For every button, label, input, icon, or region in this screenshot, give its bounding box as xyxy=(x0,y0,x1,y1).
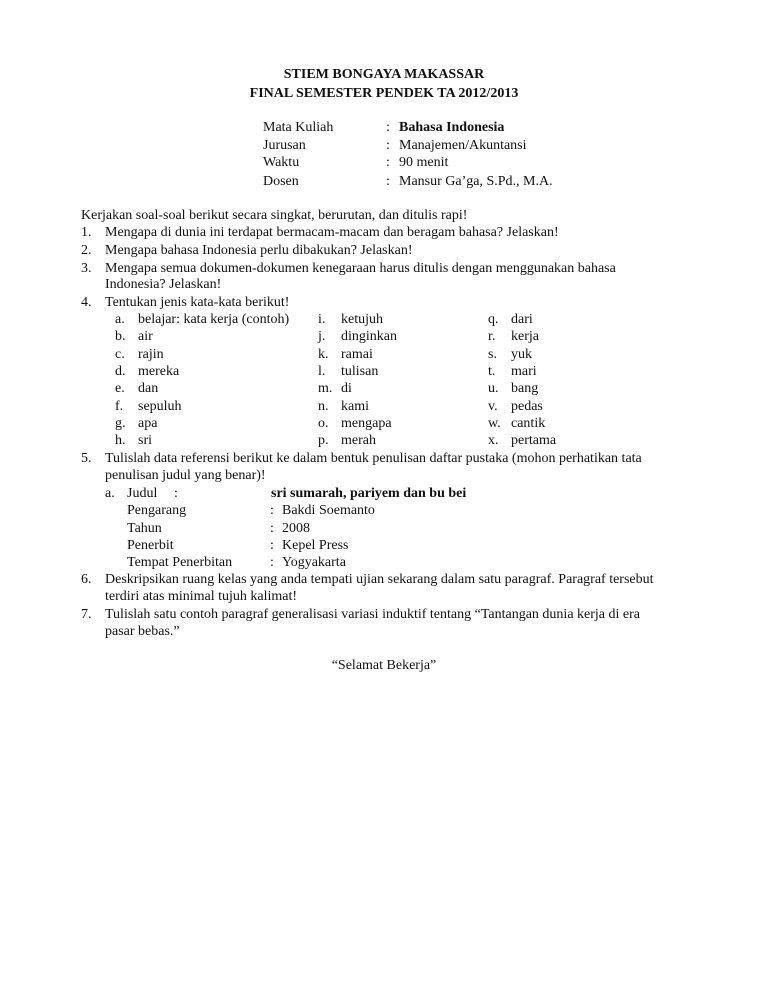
info-label: Dosen xyxy=(263,174,299,189)
closing-message: “Selamat Bekerja” xyxy=(331,658,437,673)
question-2: Mengapa bahasa Indonesia perlu dibakukan? Jelaskan! xyxy=(105,243,413,258)
item-word: yuk xyxy=(511,347,532,362)
item-letter: v. xyxy=(488,399,498,414)
ref-value: Bakdi Soemanto xyxy=(282,503,375,518)
ref-sep: : xyxy=(270,555,274,570)
item-word: sri xyxy=(138,433,152,448)
question-1: Mengapa di dunia ini terdapat bermacam-macam dan beragam bahasa? Jelaskan! xyxy=(105,225,559,240)
question-number: 5. xyxy=(81,451,92,466)
item-word: dan xyxy=(138,381,159,396)
info-sep: : xyxy=(386,120,390,135)
item-letter: a. xyxy=(115,312,125,327)
item-letter: j. xyxy=(318,329,326,344)
question-number: 2. xyxy=(81,243,92,258)
question-7-cont: pasar bebas.” xyxy=(105,624,180,639)
header-exam-title: FINAL SEMESTER PENDEK TA 2012/2013 xyxy=(249,86,519,101)
question-4: Tentukan jenis kata-kata berikut! xyxy=(105,295,290,310)
question-number: 7. xyxy=(81,607,92,622)
item-word: ramai xyxy=(341,347,373,362)
question-number: 3. xyxy=(81,261,92,276)
ref-sep: : xyxy=(174,486,178,501)
ref-label-title: Judul xyxy=(127,486,158,501)
question-6-cont: terdiri atas minimal tujuh kalimat! xyxy=(105,589,298,604)
item-word: sepuluh xyxy=(138,399,182,414)
item-word: cantik xyxy=(511,416,546,431)
question-7: Tulislah satu contoh paragraf generalisasi variasi induktif tentang “Tantangan dunia kerja di era xyxy=(105,607,640,622)
info-sep: : xyxy=(386,155,390,170)
item-word: pertama xyxy=(511,433,557,448)
item-letter: f. xyxy=(115,399,124,414)
info-label: Mata Kuliah xyxy=(263,120,334,135)
item-word: pedas xyxy=(511,399,543,414)
item-letter: c. xyxy=(115,347,125,362)
ref-label: Tahun xyxy=(127,521,162,536)
item-letter: i. xyxy=(318,312,326,327)
question-3-cont: Indonesia? Jelaskan! xyxy=(105,277,222,292)
item-letter: q. xyxy=(488,312,499,327)
question-number: 6. xyxy=(81,572,92,587)
item-letter: l. xyxy=(318,364,326,379)
ref-value: Kepel Press xyxy=(282,538,349,553)
ref-sep: : xyxy=(270,538,274,553)
ref-label: Pengarang xyxy=(127,503,187,518)
item-word: bang xyxy=(511,381,539,396)
ref-value: Yogyakarta xyxy=(282,555,346,570)
item-letter: e. xyxy=(115,381,125,396)
item-word: mengapa xyxy=(341,416,392,431)
item-word: dinginkan xyxy=(341,329,397,344)
item-word: apa xyxy=(138,416,158,431)
item-word: di xyxy=(341,381,352,396)
item-word: ketujuh xyxy=(341,312,383,327)
item-word: rajin xyxy=(138,347,164,362)
item-letter: o. xyxy=(318,416,329,431)
item-letter: b. xyxy=(115,329,126,344)
question-6: Deskripsikan ruang kelas yang anda tempati ujian sekarang dalam satu paragraf. Paragraf tersebut xyxy=(105,572,654,587)
item-word: kerja xyxy=(511,329,539,344)
ref-value-title: sri sumarah, pariyem dan bu bei xyxy=(271,486,467,501)
item-letter: m. xyxy=(318,381,333,396)
item-word: mari xyxy=(511,364,537,379)
item-letter: t. xyxy=(488,364,496,379)
item-word: tulisan xyxy=(341,364,379,379)
item-letter: n. xyxy=(318,399,329,414)
info-value-lecturer: Mansur Ga’ga, S.Pd., M.A. xyxy=(399,174,553,189)
ref-label: Tempat Penerbitan xyxy=(127,555,233,570)
info-value-major: Manajemen/Akuntansi xyxy=(399,138,527,153)
item-letter: u. xyxy=(488,381,499,396)
item-letter: k. xyxy=(318,347,329,362)
info-value-time: 90 menit xyxy=(399,155,449,170)
item-letter: w. xyxy=(488,416,501,431)
item-letter: x. xyxy=(488,433,499,448)
info-sep: : xyxy=(386,138,390,153)
item-word: belajar: kata kerja (contoh) xyxy=(138,312,290,327)
instruction: Kerjakan soal-soal berikut secara singkat, berurutan, dan ditulis rapi! xyxy=(81,208,468,223)
sub-letter: a. xyxy=(105,486,115,501)
info-label: Waktu xyxy=(263,155,300,170)
item-letter: h. xyxy=(115,433,126,448)
header-institution: STIEM BONGAYA MAKASSAR xyxy=(283,67,485,82)
ref-label: Penerbit xyxy=(127,538,174,553)
question-5-cont: penulisan judul yang benar)! xyxy=(105,468,266,483)
info-value-course: Bahasa Indonesia xyxy=(399,120,505,135)
question-number: 1. xyxy=(81,225,92,240)
item-word: dari xyxy=(511,312,533,327)
ref-sep: : xyxy=(270,521,274,536)
question-3: Mengapa semua dokumen-dokumen kenegaraan harus ditulis dengan menggunakan bahasa xyxy=(105,261,616,276)
ref-value: 2008 xyxy=(282,521,310,536)
item-word: mereka xyxy=(138,364,180,379)
question-number: 4. xyxy=(81,295,92,310)
item-letter: p. xyxy=(318,433,329,448)
info-sep: : xyxy=(386,174,390,189)
item-word: air xyxy=(138,329,153,344)
item-word: kami xyxy=(341,399,369,414)
item-letter: d. xyxy=(115,364,126,379)
item-letter: s. xyxy=(488,347,497,362)
item-word: merah xyxy=(341,433,376,448)
item-letter: g. xyxy=(115,416,126,431)
question-5: Tulislah data referensi berikut ke dalam bentuk penulisan daftar pustaka (mohon perhatikan tata xyxy=(105,451,642,466)
info-label: Jurusan xyxy=(263,138,306,153)
item-letter: r. xyxy=(488,329,496,344)
ref-sep: : xyxy=(270,503,274,518)
